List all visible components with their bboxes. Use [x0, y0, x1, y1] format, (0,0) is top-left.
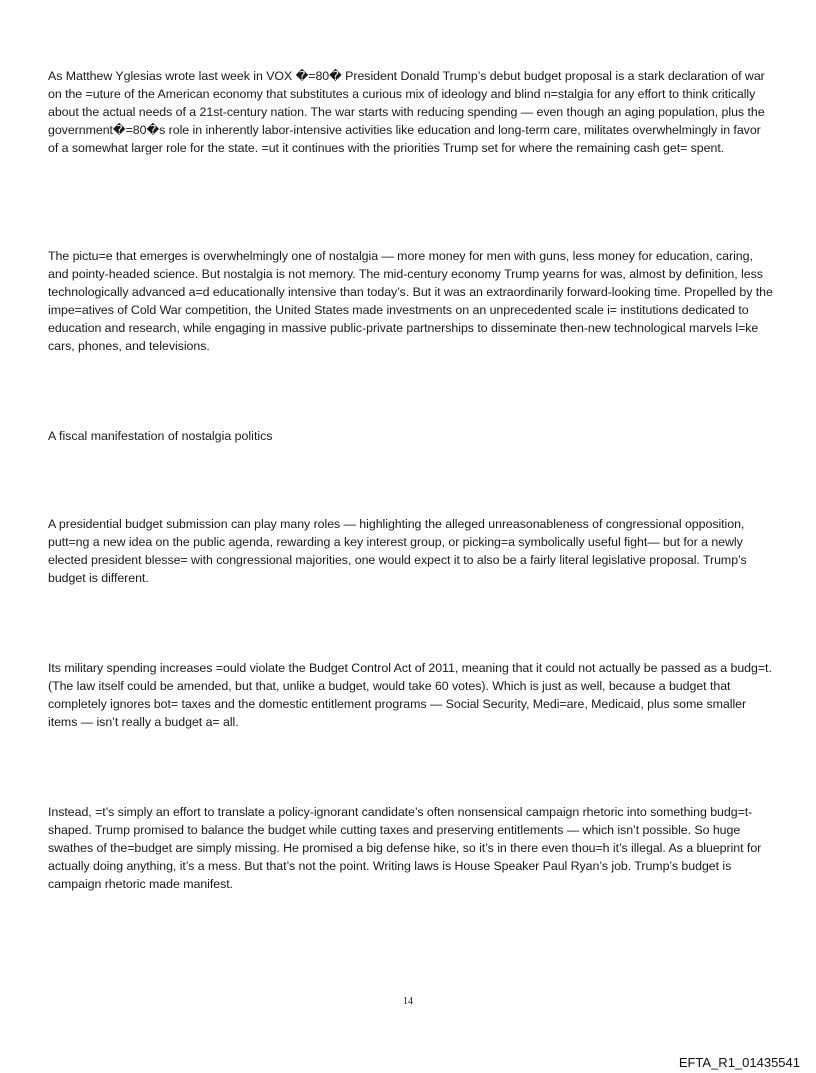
paragraph-1: As Matthew Yglesias wrote last week in VOX �=80� President Donald Trump’s debut budget proposal is a stark declaration of war on the =uture of the American economy that substitutes a curious mix of ideology and blind n=stalgia for any effort to think critically about the actual needs of a 21st-century nation. The war starts with reducing spending — even though an aging population, plus the government�=80�s role in inherently labor-intensive activities like education and long-term care, militates overwhelmingly in favor of a somewhat larger role for the state. =ut it continues with the priorities Trump set for where the remaining cash get= spent.: [48, 69, 765, 155]
paragraph-2: The pictu=e that emerges is overwhelmingly one of nostalgia — more money for men with guns, less money for education, caring, and pointy-headed science. But nostalgia is not memory. The mid-century economy Trump yearns for was, almost by definition, less technologically advanced a=d educationally intensive than today’s. But it was an extraordinarily forward-looking time. Propelled by the impe=atives of Cold War competition, the United States made investments on an unprecedented scale i= institutions dedicated to education and research, while engaging in massive public-private partnerships to disseminate then-new technological marvels l=ke cars, phones, and televisions.: [48, 249, 773, 353]
document-id-footer: EFTA_R1_01435541: [678, 1055, 800, 1070]
paragraph-4: Its military spending increases =ould violate the Budget Control Act of 2011, meaning that it could not actually be passed as a budg=t. (The law itself could be amended, but that, unlike a budget, would take 60 votes). Which is just as well, because a budget that completely ignores bot= taxes and the domestic entitlement programs — Social Security, Medi=are, Medicaid, plus some smaller items — isn’t really a budget a= all.: [48, 661, 772, 729]
paragraph-3: A presidential budget submission can play many roles — highlighting the alleged unreasonableness of congressional opposition, putt=ng a new idea on the public agenda, rewarding a key interest group, or picking=a symbolically useful fight— but for a newly elected president blesse= with congressional majorities, one would expect it to also be a fairly literal legislative proposal. Trump’s budget is different.: [48, 517, 747, 585]
page-number: 14: [403, 996, 413, 1007]
section-heading: A fiscal manifestation of nostalgia politics: [48, 429, 273, 443]
paragraph-5: Instead, =t’s simply an effort to translate a policy-ignorant candidate’s often nonsensical campaign rhetoric into something budg=t-shaped. Trump promised to balance the budget while cutting taxes and preserving entitlements — which isn’t possible. So huge swathes of the=budget are simply missing. He promised a big defense hike, so it’s in there even thou=h it’s illegal. As a blueprint for actually doing anything, it’s a mess. But that’s not the point. Writing laws is House Speaker Paul Ryan’s job. Trump’s budget is campaign rhetoric made manifest.: [48, 805, 762, 891]
